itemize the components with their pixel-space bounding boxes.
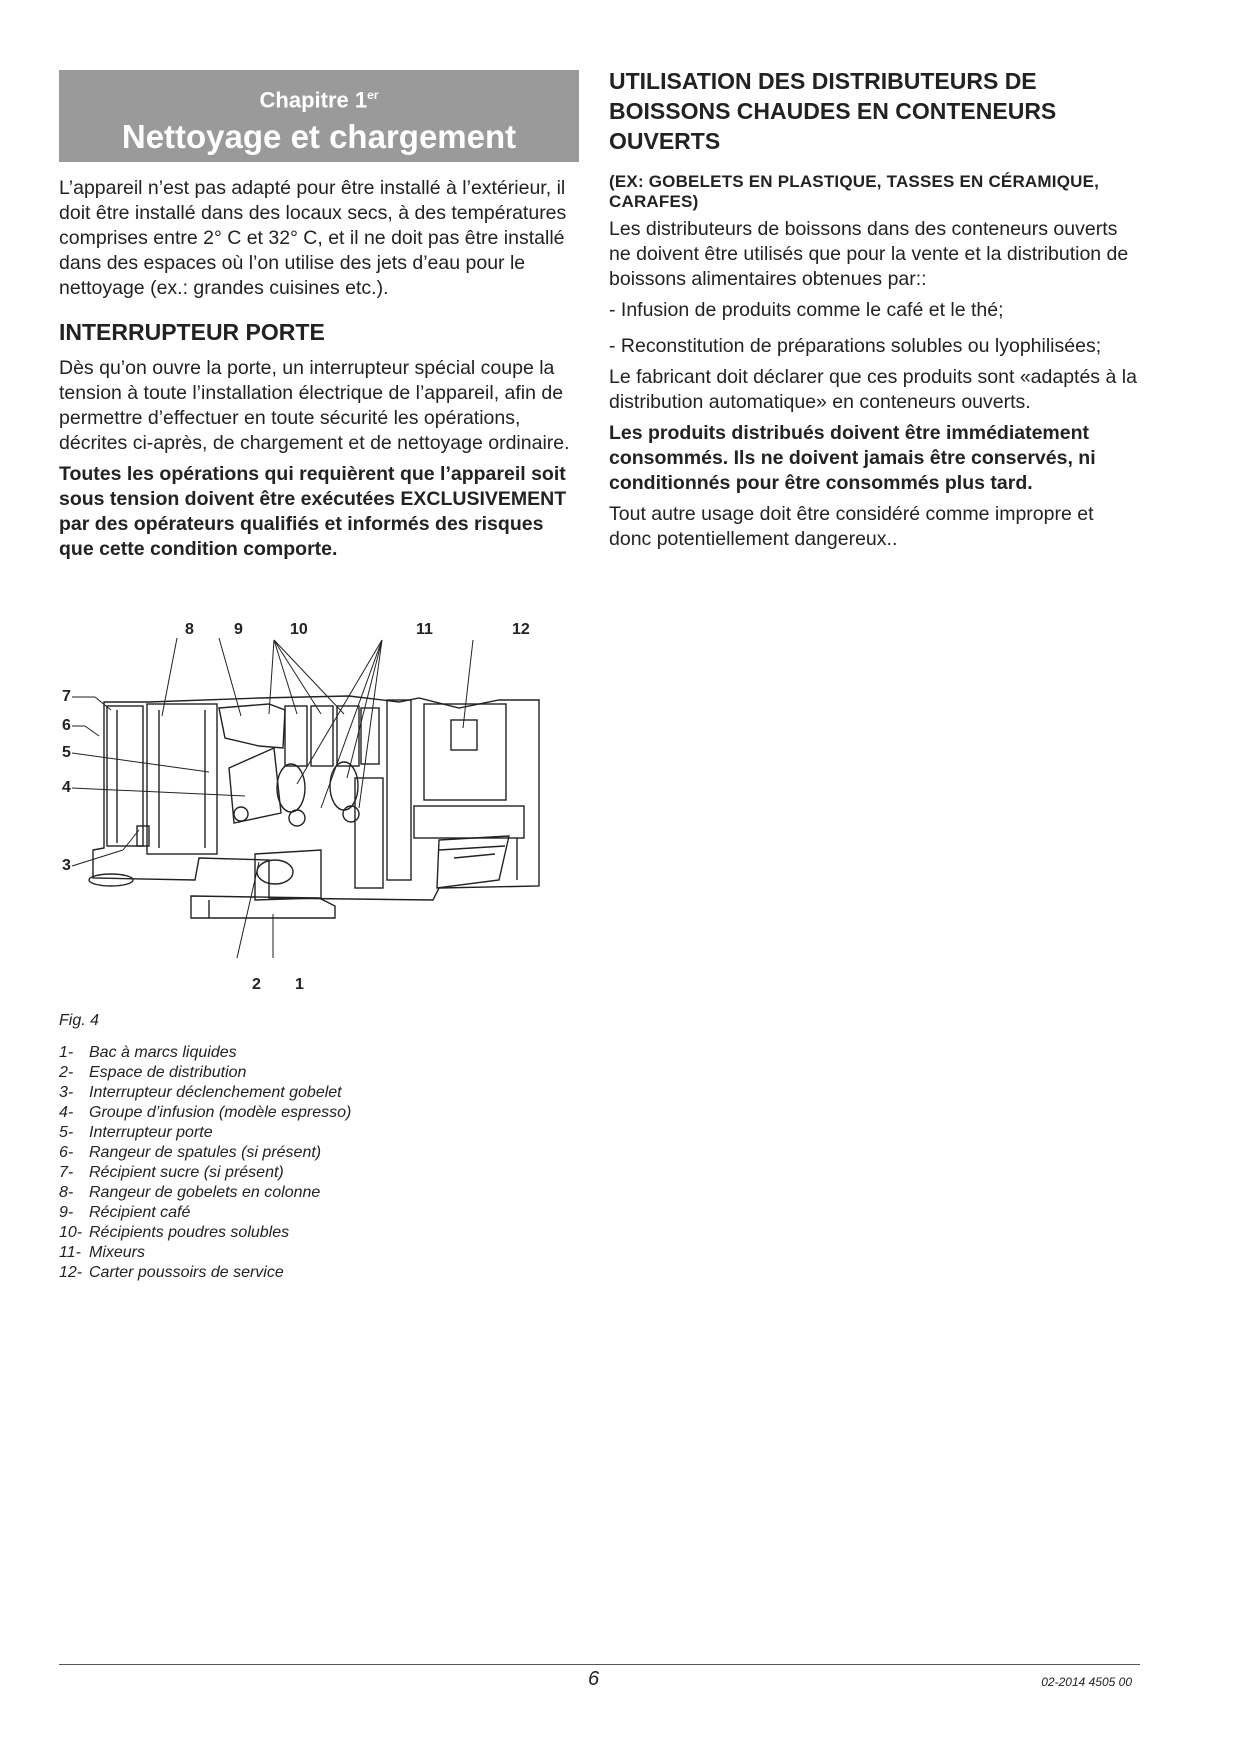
callout-8: 8 xyxy=(185,621,194,638)
consumption-warning: Les produits distribués doivent être immédiatement consommés. Ils ne doivent jamais être conservés, ni conditionnés pour être consommés plus tard. xyxy=(609,422,1096,494)
legend-item: 4- Groupe d’infusion (modèle espresso) xyxy=(59,1104,352,1121)
document-reference: 02-2014 4505 00 xyxy=(1041,1675,1132,1689)
subheading-examples: (EX: GOBELETS EN PLASTIQUE, TASSES EN CÉRAMIQUE, CARAFES) xyxy=(609,172,1100,211)
legend-item: 1- Bac à marcs liquides xyxy=(59,1044,237,1061)
legend-item: 3- Interrupteur déclenchement gobelet xyxy=(59,1084,342,1101)
left-column xyxy=(59,70,579,562)
utilisation-paragraph: Les distributeurs de boissons dans des conteneurs ouverts ne doivent être utilisés que pour la vente et la distribution de boissons alimentaires obtenues par:: xyxy=(609,218,1129,290)
machine-diagram xyxy=(59,618,589,1008)
callout-11: 11 xyxy=(416,621,433,638)
page-number: 6 xyxy=(588,1668,600,1690)
machine-illustration xyxy=(59,618,589,1008)
section-heading-interrupteur: INTERRUPTEUR PORTE xyxy=(59,319,325,345)
callout-9: 9 xyxy=(234,621,243,638)
legend-item: 12- Carter poussoirs de service xyxy=(59,1264,284,1281)
intro-paragraph: L’appareil n’est pas adapté pour être installé à l’extérieur, il doit être installé dans des locaux secs, à des températures comprises entre 2° C et 32° C, et il ne doit pas être installé dans des espaces où l’on utilise des jets d’eau pour le nettoyage (ex.: grandes cuisines etc.). xyxy=(59,177,567,299)
legend-item: 5- Interrupteur porte xyxy=(59,1124,213,1141)
callout-4: 4 xyxy=(62,779,71,796)
chapter-number xyxy=(59,82,579,113)
callout-10: 10 xyxy=(290,621,308,638)
legend-item: 9- Récipient café xyxy=(59,1204,191,1221)
callout-12: 12 xyxy=(512,621,530,638)
list-item-infusion: - Infusion de produits comme le café et le thé; xyxy=(609,299,1004,321)
callout-1: 1 xyxy=(295,976,304,993)
callout-6: 6 xyxy=(62,717,71,734)
callout-2: 2 xyxy=(252,976,261,993)
list-item-reconstitution: - Reconstitution de préparations solubles ou lyophilisées; xyxy=(609,335,1102,357)
footer-divider xyxy=(59,1664,1140,1665)
legend-item: 7- Récipient sucre (si présent) xyxy=(59,1164,284,1181)
section-heading-utilisation: UTILISATION DES DISTRIBUTEURS DE BOISSONS CHAUDES EN CONTENEURS OUVERTS xyxy=(609,68,1057,154)
callout-7: 7 xyxy=(62,688,71,705)
chapter-title: Nettoyage et chargement xyxy=(121,118,517,156)
chapter-sup: er xyxy=(367,88,379,102)
warning-paragraph: Toutes les opérations qui requièrent que l’appareil soit sous tension doivent être exécutées EXCLUSIVEMENT par des opérateurs qualifiés et informés des risques que cette condition comporte. xyxy=(59,463,567,560)
figure-legend xyxy=(59,1043,351,1283)
chapter-header xyxy=(59,70,579,162)
figure-caption: Fig. 4 xyxy=(59,1012,100,1029)
legend-item: 8- Rangeur de gobelets en colonne xyxy=(59,1184,321,1201)
legend-item: 10- Récipients poudres solubles xyxy=(59,1224,290,1241)
chapter-label: Chapitre 1 xyxy=(259,87,368,113)
callout-5: 5 xyxy=(62,744,71,761)
legend-item: 6- Rangeur de spatules (si présent) xyxy=(59,1144,322,1161)
interrupteur-paragraph: Dès qu’on ouvre la porte, un interrupteur spécial coupe la tension à toute l’installation électrique de l’appareil, afin de permettre d’effectuer en toute sécurité les opérations, décrites ci-après, de chargement et de nettoyage ordinaire. xyxy=(59,357,570,454)
usage-paragraph: Tout autre usage doit être considéré comme impropre et donc potentiellement dangereux.. xyxy=(609,503,1094,550)
fabricant-paragraph: Le fabricant doit déclarer que ces produits sont «adaptés à la distribution automatique» en conteneurs ouverts. xyxy=(609,366,1137,413)
callout-3: 3 xyxy=(62,857,71,874)
legend-item: 2- Espace de distribution xyxy=(59,1064,247,1081)
right-column xyxy=(609,66,1139,552)
legend-item: 11- Mixeurs xyxy=(59,1244,146,1261)
